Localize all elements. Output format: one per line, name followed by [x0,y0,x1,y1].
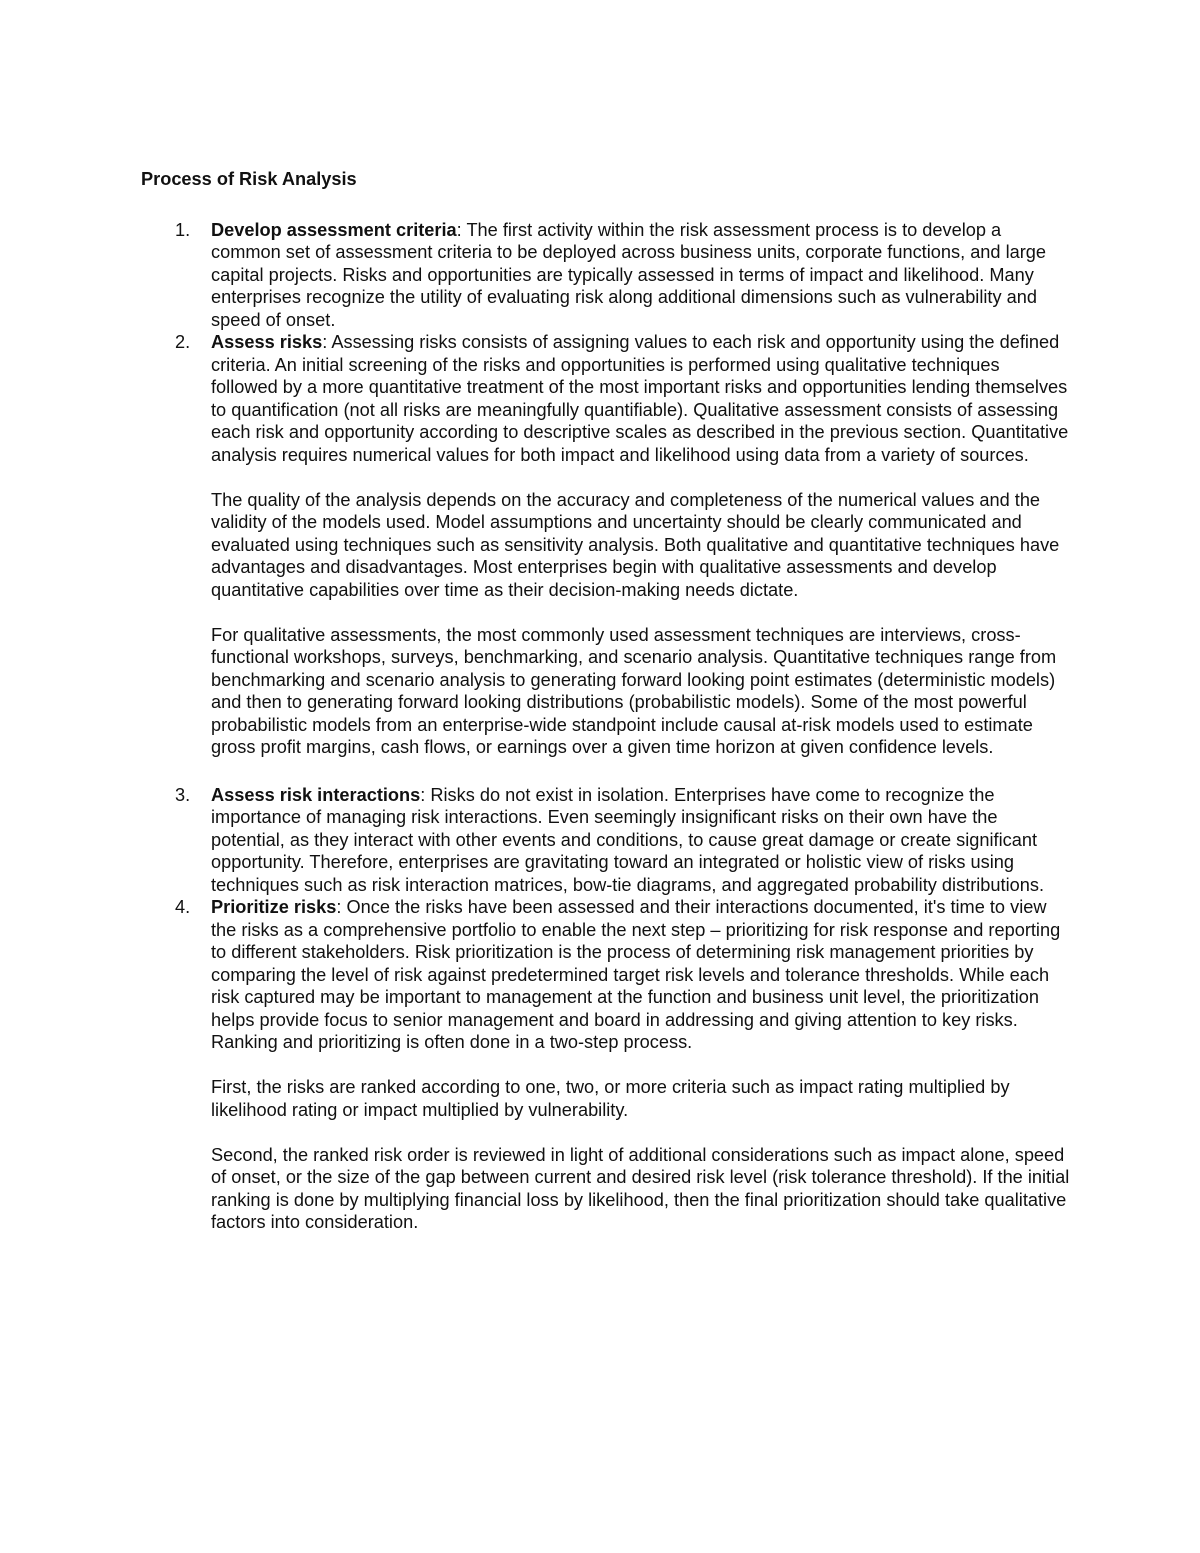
list-item-term: Assess risks [211,332,323,352]
document-title: Process of Risk Analysis [141,169,357,189]
list-item-paragraph: The quality of the analysis depends on the accuracy and completeness of the numerical values and the validity of the models used. Model assumptions and uncertainty should be clearly communicated and evaluated using techniques such as sensitivity analysis. Both qualitative and quantitative techniques have advantages and disadvantages. Most enterprises begin with qualitative assessments and develop quantitative capabilities over time as their decision-making needs dictate. [211,489,1060,600]
list-item-number: 3. [175,784,191,805]
list-item-4 [141,896,1071,1234]
list-item-term: Develop assessment criteria [211,219,457,240]
list-item-3 [141,784,1071,897]
list-item-1 [141,219,1071,332]
list-item-number: 1. [175,219,191,240]
list-item-text: : The first activity within the risk assessment process is to develop a common set of assessment criteria to be deployed across business units, corporate functions, and large capital projects. Risks and opportunities are typically assessed in terms of impact and likelihood. Many enterprises recognize the utility of evaluating risk along additional dimensions such as vulnerability and speed of onset. [211,219,1047,330]
list-item-number: 2. [175,332,191,352]
list-item-first-paragraph [211,219,1071,332]
list-item-paragraph: Second, the ranked risk order is reviewed in light of additional considerations such as impact alone, speed of onset, or the size of the gap between current and desired risk level (risk tolerance threshold). If the initial ranking is done by multiplying financial loss by likelihood, then the final prioritization should take qualitative factors into consideration. [211,1144,1070,1232]
list-item-first-paragraph [211,784,1071,897]
list-item-number: 4. [175,897,191,917]
list-item-first-paragraph [211,331,1071,466]
list-item-term: Assess risk interactions [211,784,421,805]
list-item-text: : Assessing risks consists of assigning values to each risk and opportunity using the defined criteria. An initial screening of the risks and opportunities is performed using qualitative techniques followed by a more quantitative treatment of the most important risks and opportunities lending themselves to quantification (not all risks are meaningfully quantifiable). Qualitative assessment consists of assessing each risk and opportunity according to descriptive scales as described in the previous section. Quantitative analysis requires numerical values for both impact and likelihood using data from a variety of sources. [211,332,1069,465]
list-item-paragraph: First, the risks are ranked according to one, two, or more criteria such as impact rating multiplied by likelihood rating or impact multiplied by vulnerability. [211,1077,1010,1120]
document-page [141,168,1071,1234]
list-item-term: Prioritize risks [211,897,337,917]
list-item-first-paragraph [211,896,1071,1054]
list-item-paragraph: For qualitative assessments, the most commonly used assessment techniques are interviews, cross- functional workshops, surveys, benchmarking, and scenario analysis. Quantitative techniques range from benchmarking and scenario analysis to generating forward looking point estimates (deterministic models) and then to generating forward looking distributions (probabilistic models). Some of the most powerful probabilistic models from an enterprise-wide standpoint include causal at-risk models used to estimate gross profit margins, cash flows, or earnings over a given time horizon at given confidence levels. [211,624,1057,757]
list-item-text: : Risks do not exist in isolation. Enterprises have come to recognize the importance of managing risk interactions. Even seemingly insignificant risks on their own have the potential, as they interact with other events and conditions, to cause great damage or create significant opportunity. Therefore, enterprises are gravitating toward an integrated or holistic view of risks using techniques such as risk interaction matrices, bow-tie diagrams, and aggregated probability distributions. [211,784,1045,895]
list-item-text: : Once the risks have been assessed and their interactions documented, it's time to view the risks as a comprehensive portfolio to enable the next step – prioritizing for risk response and reporting to different stakeholders. Risk prioritization is the process of determining risk management priorities by comparing the level of risk against predetermined target risk levels and tolerance thresholds. While each risk captured may be important to management at the function and business unit level, the prioritization helps provide focus to senior management and board in addressing and giving attention to key risks. Ranking and prioritizing is often done in a two-step process. [211,897,1061,1052]
list-item-2 [141,331,1071,759]
